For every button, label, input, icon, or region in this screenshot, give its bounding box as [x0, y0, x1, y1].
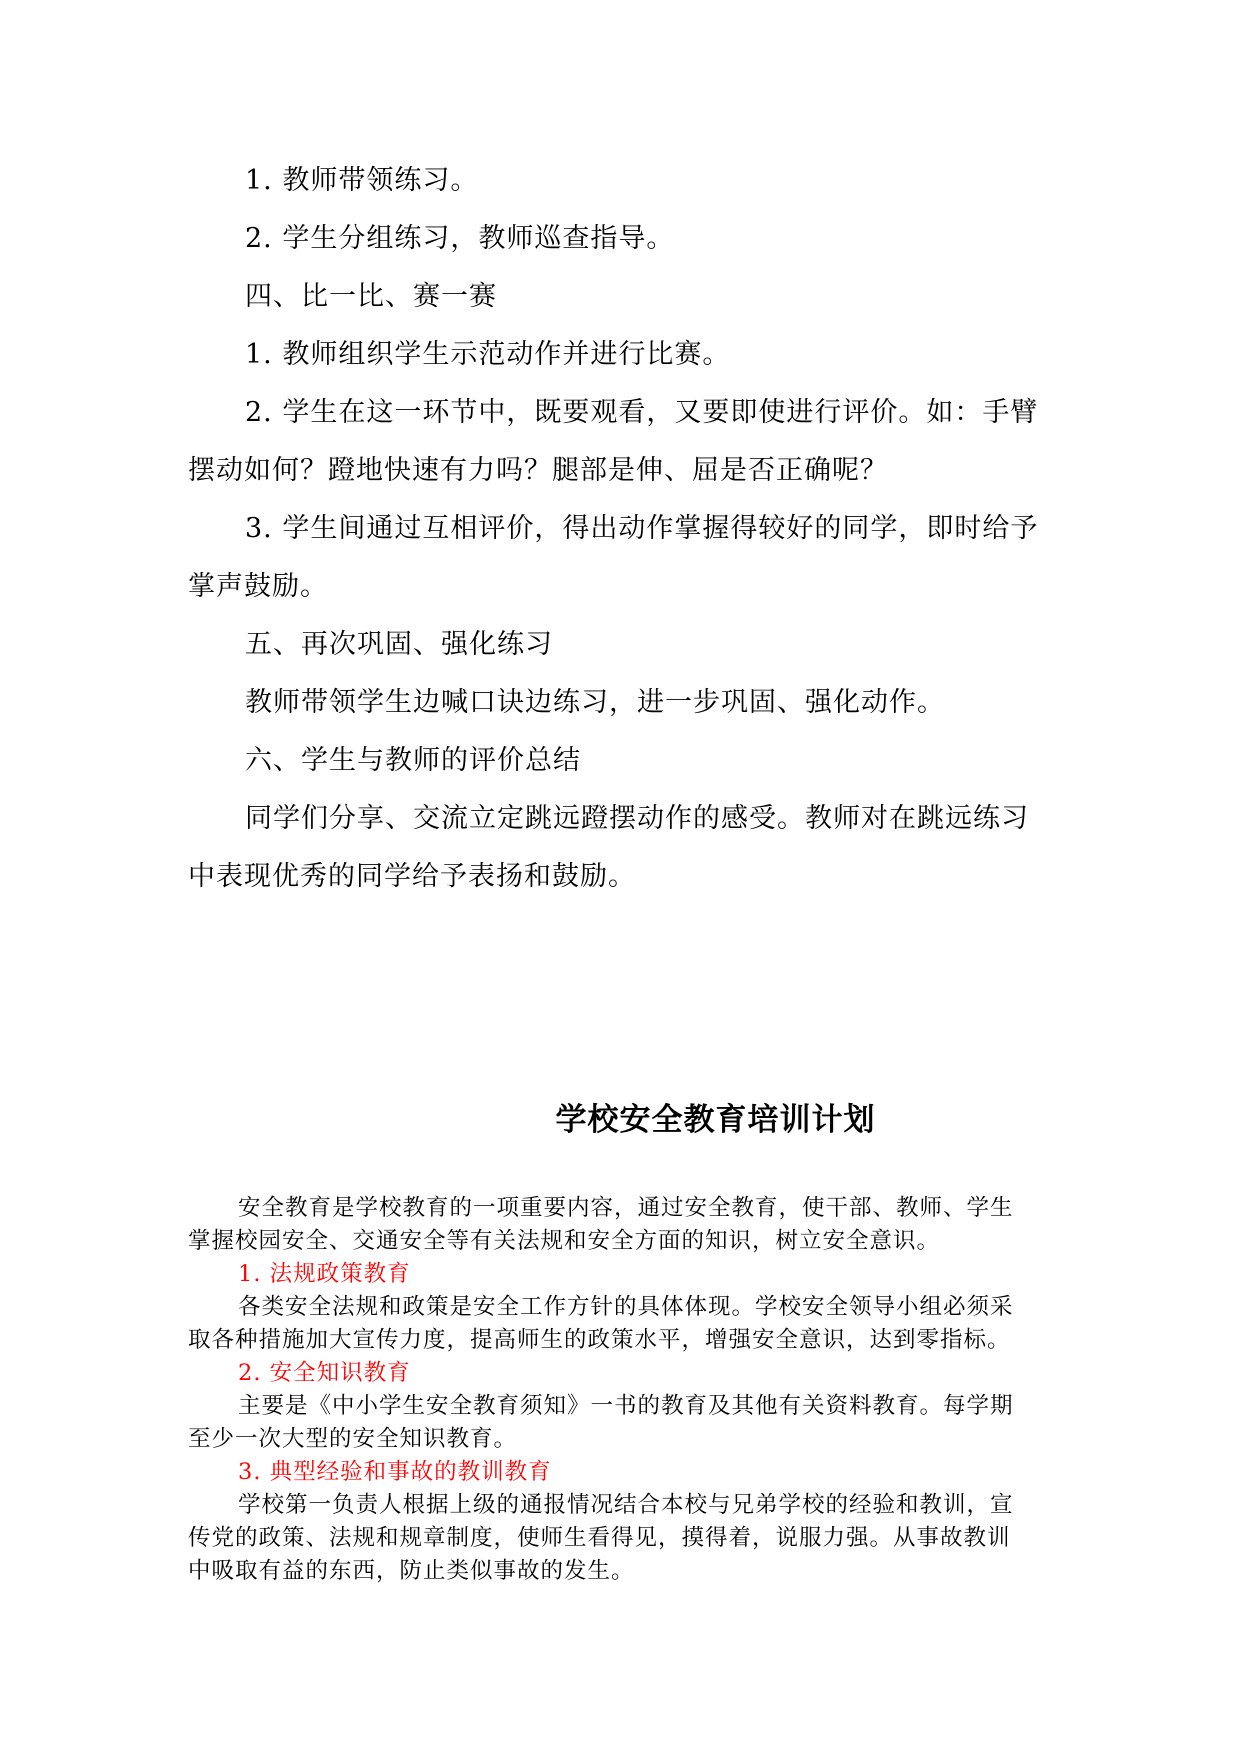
step-text-line: 3. 学生间通过互相评价，得出动作掌握得较好的同学，即时给予	[245, 513, 1039, 544]
subheading-3: 3. 典型经验和事故的教训教育	[238, 1459, 552, 1485]
body-text-line: 中表现优秀的同学给予表扬和鼓励。	[188, 861, 636, 892]
body-text-line: 同学们分享、交流立定跳远蹬摆动作的感受。教师对在跳远练习	[245, 803, 1029, 834]
step-text: 1. 教师组织学生示范动作并进行比赛。	[245, 339, 731, 370]
step-text: 1. 教师带领练习。	[245, 165, 479, 196]
body-text: 教师带领学生边喊口诀边练习，进一步巩固、强化动作。	[245, 687, 945, 718]
paragraph-line: 主要是《中小学生安全教育须知》一书的教育及其他有关资料教育。每学期	[238, 1393, 1014, 1419]
section-heading: 四、比一比、赛一赛	[245, 281, 497, 312]
subheading-2: 2. 安全知识教育	[238, 1360, 411, 1386]
step-text-line: 摆动如何？蹬地快速有力吗？腿部是伸、屈是否正确呢？	[188, 455, 888, 486]
paragraph-line: 中吸取有益的东西，防止类似事故的发生。	[188, 1558, 635, 1584]
paragraph-line: 取各种措施加大宣传力度，提高师生的政策水平，增强安全意识，达到零指标。	[188, 1327, 1011, 1353]
paragraph-line: 传党的政策、法规和规章制度，使师生看得见，摸得着，说服力强。从事故教训	[188, 1525, 1011, 1551]
step-text-line: 2. 学生在这一环节中，既要观看，又要即使进行评价。如：手臂	[245, 397, 1039, 428]
intro-line: 安全教育是学校教育的一项重要内容，通过安全教育，使干部、教师、学生	[238, 1195, 1014, 1221]
paragraph-line: 学校第一负责人根据上级的通报情况结合本校与兄弟学校的经验和教训，宣	[238, 1492, 1014, 1518]
paragraph-line: 各类安全法规和政策是安全工作方针的具体体现。学校安全领导小组必须采	[238, 1294, 1014, 1320]
step-text: 2. 学生分组练习，教师巡查指导。	[245, 223, 675, 254]
section-heading: 六、学生与教师的评价总结	[245, 745, 581, 776]
document-title: 学校安全教育培训计划	[555, 1102, 876, 1138]
subheading-1: 1. 法规政策教育	[238, 1261, 411, 1287]
step-text-line: 掌声鼓励。	[188, 571, 328, 602]
intro-line: 掌握校园安全、交通安全等有关法规和安全方面的知识，树立安全意识。	[188, 1228, 941, 1254]
section-heading: 五、再次巩固、强化练习	[245, 629, 553, 660]
paragraph-line: 至少一次大型的安全知识教育。	[188, 1426, 518, 1452]
